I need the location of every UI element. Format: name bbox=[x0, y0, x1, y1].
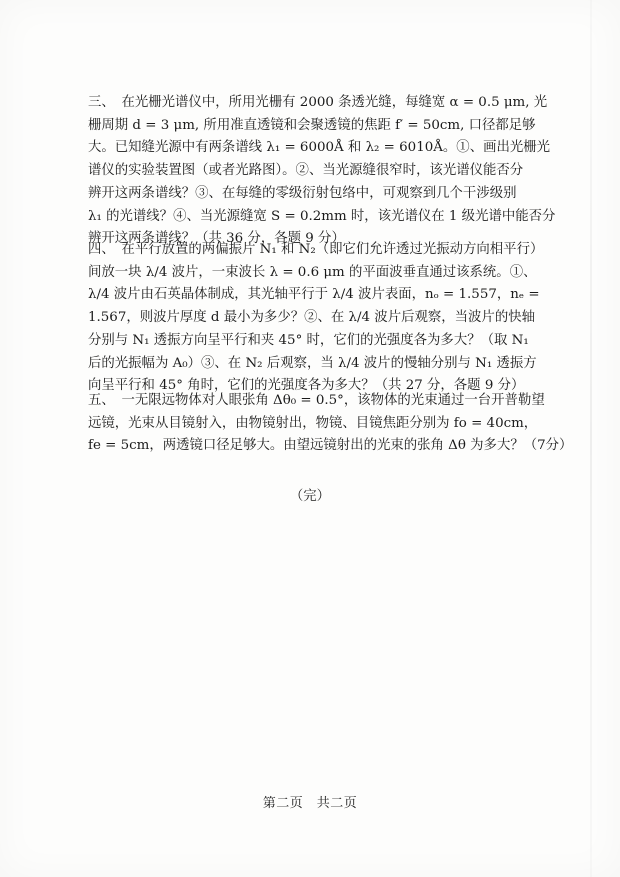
question-4-line: 间放一块 λ/4 波片，一束波长 λ = 0.6 μm 的平面波垂直通过该系统。①、 bbox=[88, 264, 537, 280]
question-4-line: 后的光振幅为 A₀）③、在 N₂ 后观察，当 λ/4 波片的慢轴分别与 N₁ 透振方 bbox=[88, 355, 537, 371]
question-5-line: fe = 5cm，两透镜口径足够大。由望远镜射出的光束的张角 Δθ 为多大？（7分） bbox=[88, 438, 573, 454]
question-3-line: 大。已知缝光源中有两条谱线 λ₁ = 6000Å 和 λ₂ = 6010Å。①、画出光栅光 bbox=[88, 140, 551, 156]
question-4-line: 分别与 N₁ 透振方向呈平行和夹 45° 时，它们的光强度各为多大？（取 N₁ bbox=[88, 332, 529, 348]
question-4-line: 向呈平行和 45° 角时，它们的光强度各为多大？（共 27 分，各题 9 分） bbox=[88, 378, 525, 394]
question-4-line: λ/4 波片由石英晶体制成，其光轴平行于 λ/4 波片表面，nₒ = 1.557，nₑ = bbox=[88, 287, 540, 303]
question-4-line: 1.567，则波片厚度 d 最小为多少？②、在 λ/4 波片后观察，当波片的快轴 bbox=[88, 310, 535, 326]
question-4-line: 四、 在平行放置的两偏振片 N₁ 和 N₂（即它们允许透过光振动方向相平行） bbox=[88, 242, 544, 257]
question-5-line: 五、 一无限远物体对人眼张角 Δθ₀ = 0.5°，该物体的光束通过一台开普勒望 bbox=[88, 393, 545, 408]
page-footer: 第二页 共二页 bbox=[262, 796, 358, 811]
question-3 bbox=[88, 92, 588, 251]
end-mark: （完） bbox=[289, 489, 331, 504]
question-3-line: 栅周期 d = 3 μm, 所用准直透镜和会聚透镜的焦距 f′ = 50cm, 口径都足够 bbox=[88, 117, 536, 133]
question-3-line: 辨开这两条谱线？③、在每缝的零级衍射包络中，可观察到几个干涉级别 bbox=[88, 185, 517, 201]
question-3-line: 辨开这两条谱线？（共 36 分，各题 9 分） bbox=[88, 231, 345, 247]
paper-crease bbox=[590, 0, 592, 877]
question-5 bbox=[88, 390, 588, 458]
question-3-line: λ₁ 的光谱线？④、当光源缝宽 S = 0.2mm 时，该光谱仪在 1 级光谱中能否分 bbox=[88, 208, 556, 224]
question-5-line: 远镜，光束从目镜射入，由物镜射出，物镜、目镜焦距分别为 fo = 40cm， bbox=[88, 415, 538, 431]
question-3-line: 谱仪的实验装置图（或者光路图）。②、当光源缝很窄时，该光谱仪能否分 bbox=[88, 163, 524, 179]
question-3-line: 三、 在光栅光谱仪中，所用光栅有 2000 条透光缝，每缝宽 α = 0.5 μm, 光 bbox=[88, 95, 548, 110]
question-4 bbox=[88, 239, 588, 398]
